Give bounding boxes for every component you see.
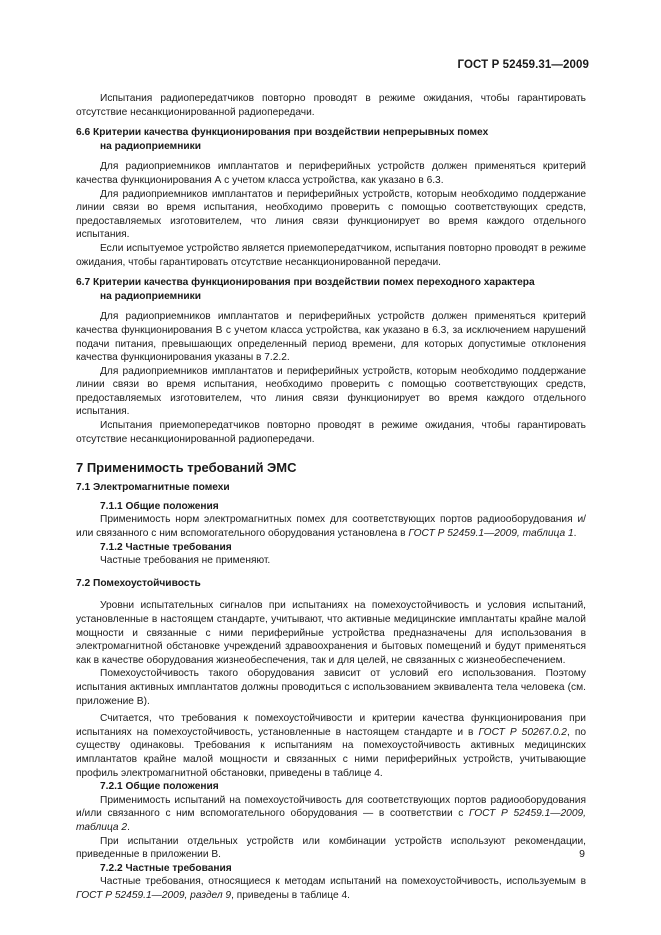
section-6-7-paragraph-1: Для радиоприемников имплантатов и периферийных устройств должен применяться критерий качества функционирования В с учетом класса устройства, как указано в 6.3, за исключением нарушений подачи питания, превышающих определенный период времени, для которых допустимые отклонения качества функционирования указаны в 7.2.2. — [76, 311, 586, 364]
section-6-6-paragraph-3: Если испытуемое устройство является приемопередатчиком, испытания повторно проводят в режиме ожидания, чтобы гарантировать отсутствие несанкционированной передачи. — [76, 242, 586, 268]
section-6-7-title-line1: 6.7 Критерии качества функционирования при воздействии помех переходного характера — [76, 277, 535, 289]
section-6-7-paragraph-2: Для радиоприемников имплантатов и периферийных устройств, которым необходимо поддержание линии связи во время испытания, необходимо проверить с помощью соответствующих средств, предоставляемых изготовителем, что линия связи функционирует во время каждого отдельного испытания. — [76, 365, 586, 418]
section-7-1-1-text-end: . — [573, 528, 577, 540]
section-6-6-title-line1: 6.6 Критерии качества функционирования при воздействии непрерывных помех — [76, 127, 489, 139]
section-6-6-title-line2: на радиоприемники — [100, 140, 201, 152]
page-body — [76, 92, 586, 902]
section-7-2-2-paragraph-1 — [76, 875, 586, 902]
section-7-2-1-paragraph-1 — [76, 794, 586, 835]
section-6-7-title — [76, 276, 586, 303]
section-7-2-1-reference: ГОСТ Р 52459.1—2009, таблица 2 — [76, 808, 586, 833]
section-7-2-paragraph-1: Уровни испытательных сигналов при испытаниях на помехоустойчивость и условия испытаний, установленные в настоящем стандарте, учитывают, что активные медицинские имплантаты крайне малой мощности и связанные с ними периферийные устройства предназначены для использования в электромагнитной обстановке учреждений здравоохранения и бытовых помещений и будут применяться как в качестве оборудования жизнеобеспечения, так и для целей, не связанных с жизнеобеспечением. — [76, 600, 586, 666]
section-6-6-paragraph-1: Для радиоприемников имплантатов и периферийных устройств должен применяться критерий качества функционирования А с учетом класса устройства, как указано в 6.3. — [76, 161, 586, 186]
section-6-7-paragraph-3: Испытания приемопередатчиков повторно проводят в режиме ожидания, чтобы гарантировать отсутствие несанкционированной радиопередачи. — [76, 420, 586, 445]
section-7-title: 7 Применимость требований ЭМС — [76, 460, 297, 476]
page-number: 9 — [579, 848, 585, 860]
section-7-2-paragraph-3-start: Считается, что требования к помехоустойчивости и критерии качества функционирования при испытаниях на помехоустойчивость, установленные в настоящем стандарте и в — [76, 713, 586, 738]
section-7-2-paragraph-3 — [76, 712, 586, 780]
section-7-2-paragraph-2: Помехоустойчивость такого оборудования зависит от условий его использования. Поэтому испытания активных имплантатов должны проводиться с использованием эквивалента тела человека (см. приложение В). — [76, 668, 586, 707]
standard-header: ГОСТ Р 52459.31—2009 — [457, 59, 589, 71]
section-6-7-title-line2: на радиоприемники — [100, 290, 201, 302]
section-7-2-2-reference: ГОСТ Р 52459.1—2009, раздел 9 — [76, 889, 232, 901]
section-7-2-1-paragraph-2: При испытании отдельных устройств или комбинации устройств используют рекомендации, приведенные в приложении В. — [76, 835, 586, 861]
section-7-1-1-reference: ГОСТ Р 52459.1—2009, таблица 1 — [408, 528, 574, 540]
section-7-2-1-paragraph-1-end: . — [127, 821, 130, 833]
section-7-1-title: 7.1 Электромагнитные помехи — [76, 482, 230, 494]
section-7-2-paragraph-3-end: , по существу одинаковы. Требования к испытаниям на помехоустойчивость активных медицинских имплантатов крайне малой мощности и связанных с ними периферийных устройств, учитывающие профиль электромагнитной обстановки, приведены в таблице 4. — [76, 726, 587, 779]
intro-paragraph: Испытания радиопередатчиков повторно проводят в режиме ожидания, чтобы гарантировать отсутствие несанкционированной радиопередачи. — [76, 93, 586, 118]
section-6-6-title — [76, 126, 586, 153]
section-7-2-2-paragraph-1-start: Частные требования, относящиеся к методам испытаний на помехоустойчивость, используемым в — [100, 876, 586, 888]
section-7-2-title: 7.2 Помехоустойчивость — [76, 577, 201, 589]
section-7-1-2-text: Частные требования не применяют. — [100, 555, 271, 567]
section-7-2-2-title: 7.2.2 Частные требования — [100, 862, 232, 874]
section-7-2-2-paragraph-1-end: , приведены в таблице 4. — [231, 889, 350, 901]
section-7-1-1-title: 7.1.1 Общие положения — [100, 500, 219, 512]
section-7-2-1-paragraph-1-start: Применимость испытаний на помехоустойчивость для соответствующих портов радиооборудования и/или связанного с ним вспомогательного оборудования — в соответствии с — [76, 794, 586, 820]
section-7-1-1-text — [76, 513, 586, 540]
section-7-1-2-title: 7.1.2 Частные требования — [100, 541, 232, 553]
section-7-2-1-title: 7.2.1 Общие положения — [100, 781, 219, 793]
section-7-1-1-text-main: Применимость норм электромагнитных помех для соответствующих портов радиооборудования и/или связанного с ним вспомогательного оборудования установлена в — [76, 514, 586, 540]
section-7-2-paragraph-3-reference: ГОСТ Р 50267.0.2 — [478, 726, 567, 738]
section-6-6-paragraph-2: Для радиоприемников имплантатов и периферийных устройств, которым необходимо поддержание линии связи во время испытания, необходимо проверить с помощью соответствующих средств, предоставляемых изготовителем, что линия связи функционирует во время каждого отдельного испытания. — [76, 188, 586, 241]
